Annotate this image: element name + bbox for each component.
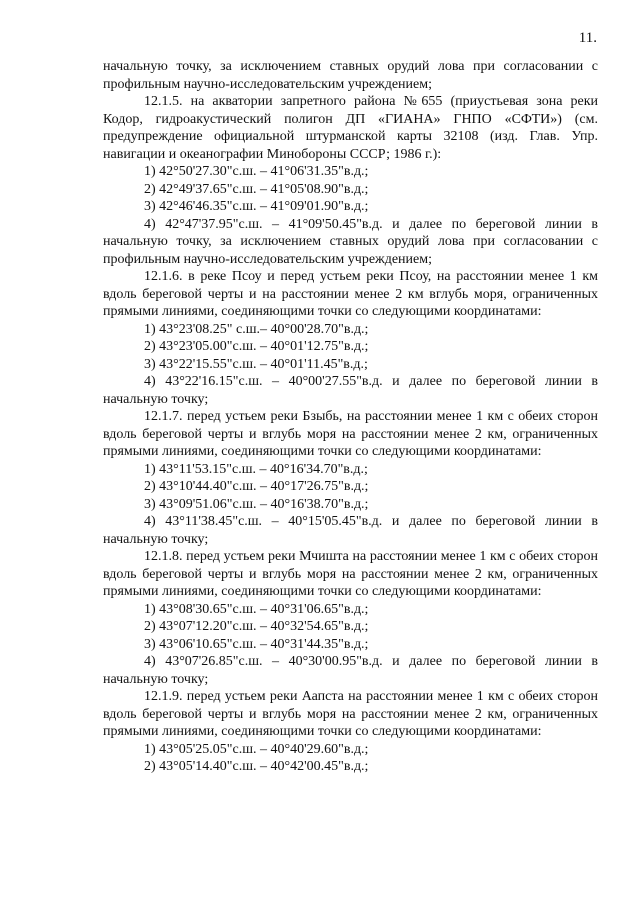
coordinate-line: 2) 43°07'12.20"с.ш. – 40°32'54.65"в.д.; [144, 619, 369, 634]
document-body [103, 58, 598, 776]
paragraph: 12.1.9. перед устьем реки Аапста на расстоянии менее 1 км с обеих сторон вдоль береговой черты и вглубь моря на расстоянии менее 2 км, ограниченных прямыми линиями, соединяющими точки со следующими координатами: [103, 689, 598, 739]
coordinate-line: 1) 43°23'08.25" с.ш.– 40°00'28.70"в.д.; [144, 321, 369, 337]
paragraph: 12.1.5. на акватории запретного района №655 (приустьевая зона реки Кодор, гидроакустический полигон ДП «ГИАНА» ГНПО «СФТИ») (см. предупреждение официальной штурманской карты 32108 (изд. Глав. Упр. навигации и океанографии Минобороны СССР; 1986 г.): [103, 94, 598, 162]
coordinate-line: 1) 42°50'27.30"с.ш. – 41°06'31.35"в.д.; [144, 164, 369, 179]
coordinate-line: 3) 43°06'10.65"с.ш. – 40°31'44.35"в.д.; [144, 636, 369, 652]
coordinate-line: 1) 43°11'53.15"с.ш. – 40°16'34.70"в.д.; [144, 461, 368, 477]
coordinate-line: 2) 42°49'37.65"с.ш. – 41°05'08.90"в.д.; [144, 181, 369, 197]
coordinate-line: 3) 43°22'15.55"с.ш. – 40°01'11.45"в.д.; [144, 356, 368, 372]
coordinate-line: 2) 43°10'44.40"с.ш. – 40°17'26.75"в.д.; [144, 479, 369, 494]
coordinate-line: 2) 43°05'14.40"с.ш. – 40°42'00.45"в.д.; [144, 759, 369, 774]
coordinate-line: 4) 43°07'26.85"с.ш. – 40°30'00.95"в.д. и далее по береговой линии в начальную точку; [103, 654, 598, 687]
coordinate-line: 1) 43°08'30.65"с.ш. – 40°31'06.65"в.д.; [144, 601, 369, 617]
coordinate-line: 2) 43°23'05.00"с.ш. – 40°01'12.75"в.д.; [144, 339, 369, 354]
coordinate-line: 4) 43°22'16.15"с.ш. – 40°00'27.55"в.д. и далее по береговой линии в начальную точку; [103, 374, 598, 407]
paragraph: 12.1.8. перед устьем реки Мчишта на расстоянии менее 1 км с обеих сторон вдоль береговой черты и вглубь моря на расстоянии менее 2 км, ограниченных прямыми линиями, соединяющими точки со следующими координатами: [103, 549, 598, 599]
coordinate-line: 3) 42°46'46.35"с.ш. – 41°09'01.90"в.д.; [144, 199, 369, 214]
coordinate-line: 1) 43°05'25.05"с.ш. – 40°40'29.60"в.д.; [144, 741, 369, 757]
coordinate-line: 4) 43°11'38.45"с.ш. – 40°15'05.45"в.д. и далее по береговой линии в начальную точку; [103, 514, 598, 547]
page-number: 11. [578, 30, 597, 46]
paragraph: 12.1.6. в реке Псоу и перед устьем реки Псоу, на расстоянии менее 1 км вдоль береговой черты и на расстоянии менее 2 км вглубь моря, ограниченных прямыми линиями, соединяющими точки со следующими координатами: [103, 269, 598, 319]
coordinate-line: 4) 42°47'37.95"с.ш. – 41°09'50.45"в.д. и далее по береговой линии в начальную точку, за исключением ставных орудий лова при согласовании с профильным научно-исследовательским учреждением; [103, 216, 598, 267]
paragraph: 12.1.7. перед устьем реки Бзыбь, на расстоянии менее 1 км с обеих сторон вдоль береговой черты и вглубь моря на расстоянии менее 2 км, ограниченных прямыми линиями, соединяющими точки со следующими координатами: [103, 409, 598, 459]
coordinate-line: 3) 43°09'51.06"с.ш. – 40°16'38.70"в.д.; [144, 496, 369, 512]
paragraph: начальную точку, за исключением ставных орудий лова при согласовании с профильным научно-исследовательским учреждением; [103, 59, 598, 92]
